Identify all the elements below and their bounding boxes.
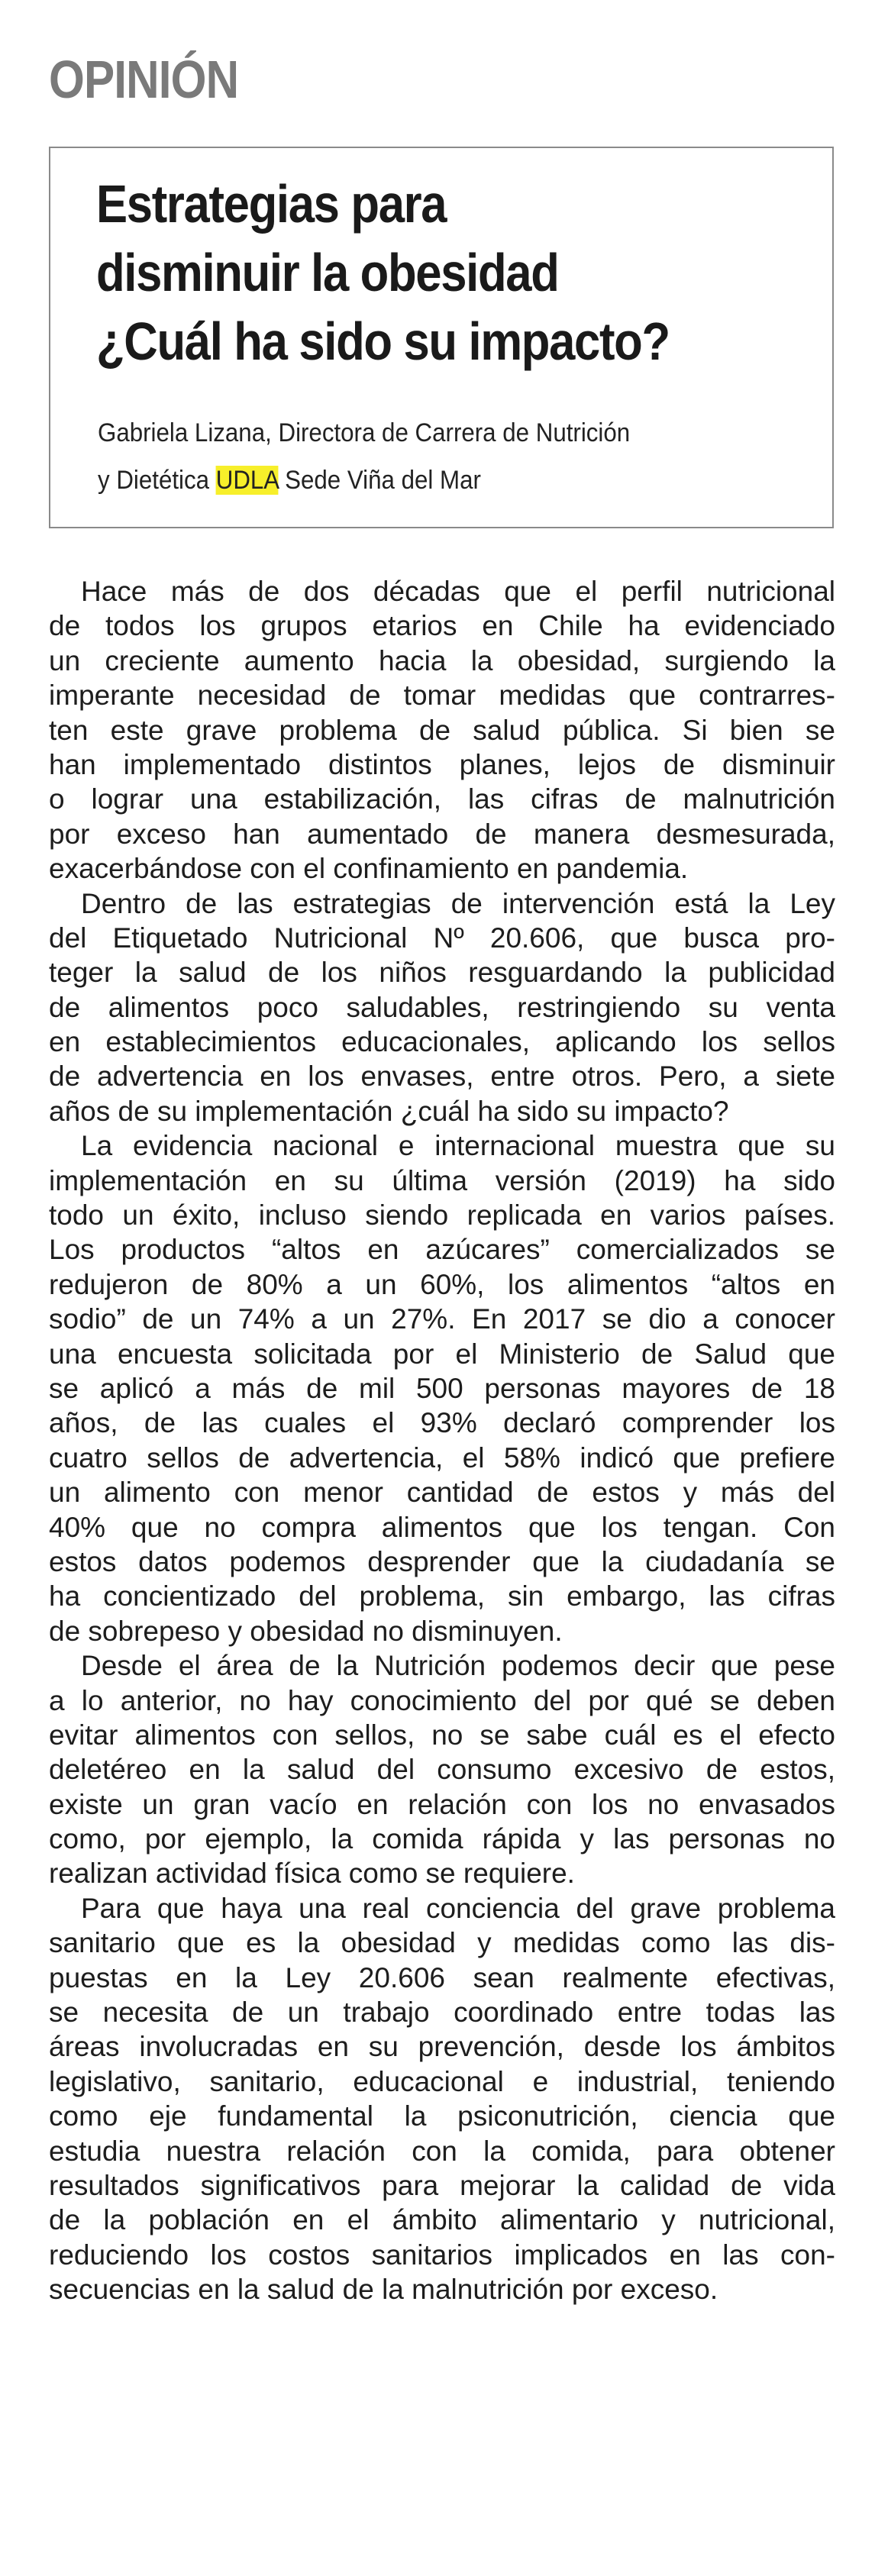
headline-box <box>49 147 834 528</box>
paragraph-line: teger la salud de los niños resguardando la publicidad <box>49 957 835 989</box>
paragraph-line: reduciendo los costos sanitarios implicados en las con- <box>49 2239 835 2271</box>
headline-line: Estrategias para <box>96 174 447 234</box>
paragraph-line: como eje fundamental la psiconutrición, ciencia que <box>49 2100 835 2132</box>
highlighted-institution: UDLA <box>215 466 279 495</box>
paragraph-line: ha concientizado del problema, sin embargo, las cifras <box>49 1580 835 1612</box>
paragraph-line: ten este grave problema de salud pública. Si bien se <box>49 714 835 746</box>
article-paragraph <box>49 1128 835 1648</box>
paragraph-line: o lograr una estabilización, las cifras de malnutrición <box>49 783 835 815</box>
headline <box>96 169 741 376</box>
paragraph-line: Hace más de dos décadas que el perfil nutricional <box>81 576 835 607</box>
paragraph-line: de advertencia en los envases, entre otros. Pero, a siete <box>49 1060 835 1093</box>
headline-line: disminuir la obesidad <box>96 243 559 302</box>
byline <box>98 409 758 504</box>
byline-location: Sede Viña del Mar <box>278 466 481 495</box>
paragraph-line: 40% que no compra alimentos que los tengan. Con <box>49 1511 835 1543</box>
paragraph-line: existe un gran vacío en relación con los no envasados <box>49 1788 835 1820</box>
article-paragraph <box>49 1648 835 1891</box>
paragraph-line: áreas involucradas en su prevención, desde los ámbitos <box>49 2031 835 2063</box>
paragraph-line: de sobrepeso y obesidad no disminuyen. <box>49 1615 563 1647</box>
paragraph-line: de todos los grupos etarios en Chile ha evidenciado <box>49 610 835 642</box>
paragraph-line: resultados significativos para mejorar la calidad de vida <box>49 2169 835 2201</box>
paragraph-line: de la población en el ámbito alimentario y nutricional, <box>49 2204 835 2236</box>
article-paragraph <box>49 574 835 886</box>
byline-text: y Dietética <box>98 466 216 495</box>
paragraph-line: un creciente aumento hacia la obesidad, surgiendo la <box>49 644 835 676</box>
paragraph-line: en establecimientos educacionales, aplicando los sellos <box>49 1026 835 1058</box>
paragraph-line: una encuesta solicitada por el Ministerio de Salud que <box>49 1338 835 1370</box>
paragraph-line: un alimento con menor cantidad de estos y más del <box>49 1477 835 1509</box>
paragraph-line: han implementado distintos planes, lejos de disminuir <box>49 748 835 780</box>
paragraph-line: puestas en la Ley 20.606 sean realmente efectivas, <box>49 1961 835 1993</box>
paragraph-line: estos datos podemos desprender que la ciudadanía se <box>49 1545 835 1577</box>
byline-line-1: Gabriela Lizana, Directora de Carrera de Nutrición <box>98 418 631 447</box>
paragraph-line: secuencias en la salud de la malnutrición por exceso. <box>49 2274 718 2306</box>
paragraph-line: sanitario que es la obesidad y medidas como las dis- <box>49 1927 835 1959</box>
paragraph-line: Los productos “altos en azúcares” comercializados se <box>49 1234 835 1266</box>
paragraph-line: como, por ejemplo, la comida rápida y las personas no <box>49 1823 835 1855</box>
paragraph-line: imperante necesidad de tomar medidas que contrarres- <box>49 680 835 712</box>
paragraph-line: La evidencia nacional e internacional muestra que su <box>81 1130 835 1162</box>
paragraph-line: a lo anterior, no hay conocimiento del por qué se deben <box>49 1684 835 1716</box>
paragraph-line: años de su implementación ¿cuál ha sido su impacto? <box>49 1095 729 1127</box>
paragraph-line: realizan actividad física como se requiere. <box>49 1858 575 1890</box>
article-paragraph <box>49 886 835 1129</box>
article-paragraph <box>49 1891 835 2307</box>
paragraph-line: deletéreo en la salud del consumo excesivo de estos, <box>49 1754 835 1786</box>
paragraph-line: legislativo, sanitario, educacional e industrial, teniendo <box>49 2065 835 2097</box>
headline-line: ¿Cuál ha sido su impacto? <box>96 312 670 371</box>
paragraph-line: Dentro de las estrategias de intervención está la Ley <box>81 887 835 919</box>
paragraph-line: redujeron de 80% a un 60%, los alimentos “altos en <box>49 1268 835 1300</box>
paragraph-line: estudia nuestra relación con la comida, para obtener <box>49 2135 835 2167</box>
section-label: OPINIÓN <box>49 50 239 109</box>
paragraph-line: sodio” de un 74% a un 27%. En 2017 se dio a conocer <box>49 1303 835 1335</box>
byline-line-2 <box>98 457 758 504</box>
paragraph-line: evitar alimentos con sellos, no se sabe cuál es el efecto <box>49 1719 835 1751</box>
paragraph-line: se aplicó a más de mil 500 personas mayores de 18 <box>49 1372 835 1404</box>
paragraph-line: todo un éxito, incluso siendo replicada en varios países. <box>49 1199 835 1232</box>
paragraph-line: exacerbándose con el confinamiento en pandemia. <box>49 853 689 885</box>
paragraph-line: cuatro sellos de advertencia, el 58% indicó que prefiere <box>49 1441 835 1474</box>
paragraph-line: Para que haya una real conciencia del grave problema <box>81 1892 835 1924</box>
paragraph-line: Desde el área de la Nutrición podemos decir que pese <box>81 1650 835 1682</box>
paragraph-line: de alimentos poco saludables, restringiendo su venta <box>49 991 835 1023</box>
paragraph-line: años, de las cuales el 93% declaró comprender los <box>49 1407 835 1439</box>
paragraph-line: se necesita de un trabajo coordinado entre todas las <box>49 1997 835 2029</box>
paragraph-line: por exceso han aumentado de manera desmesurada, <box>49 818 835 850</box>
paragraph-line: implementación en su última versión (2019) ha sido <box>49 1164 835 1196</box>
article-body <box>49 574 835 2307</box>
paragraph-line: del Etiquetado Nutricional Nº 20.606, que busca pro- <box>49 922 835 954</box>
